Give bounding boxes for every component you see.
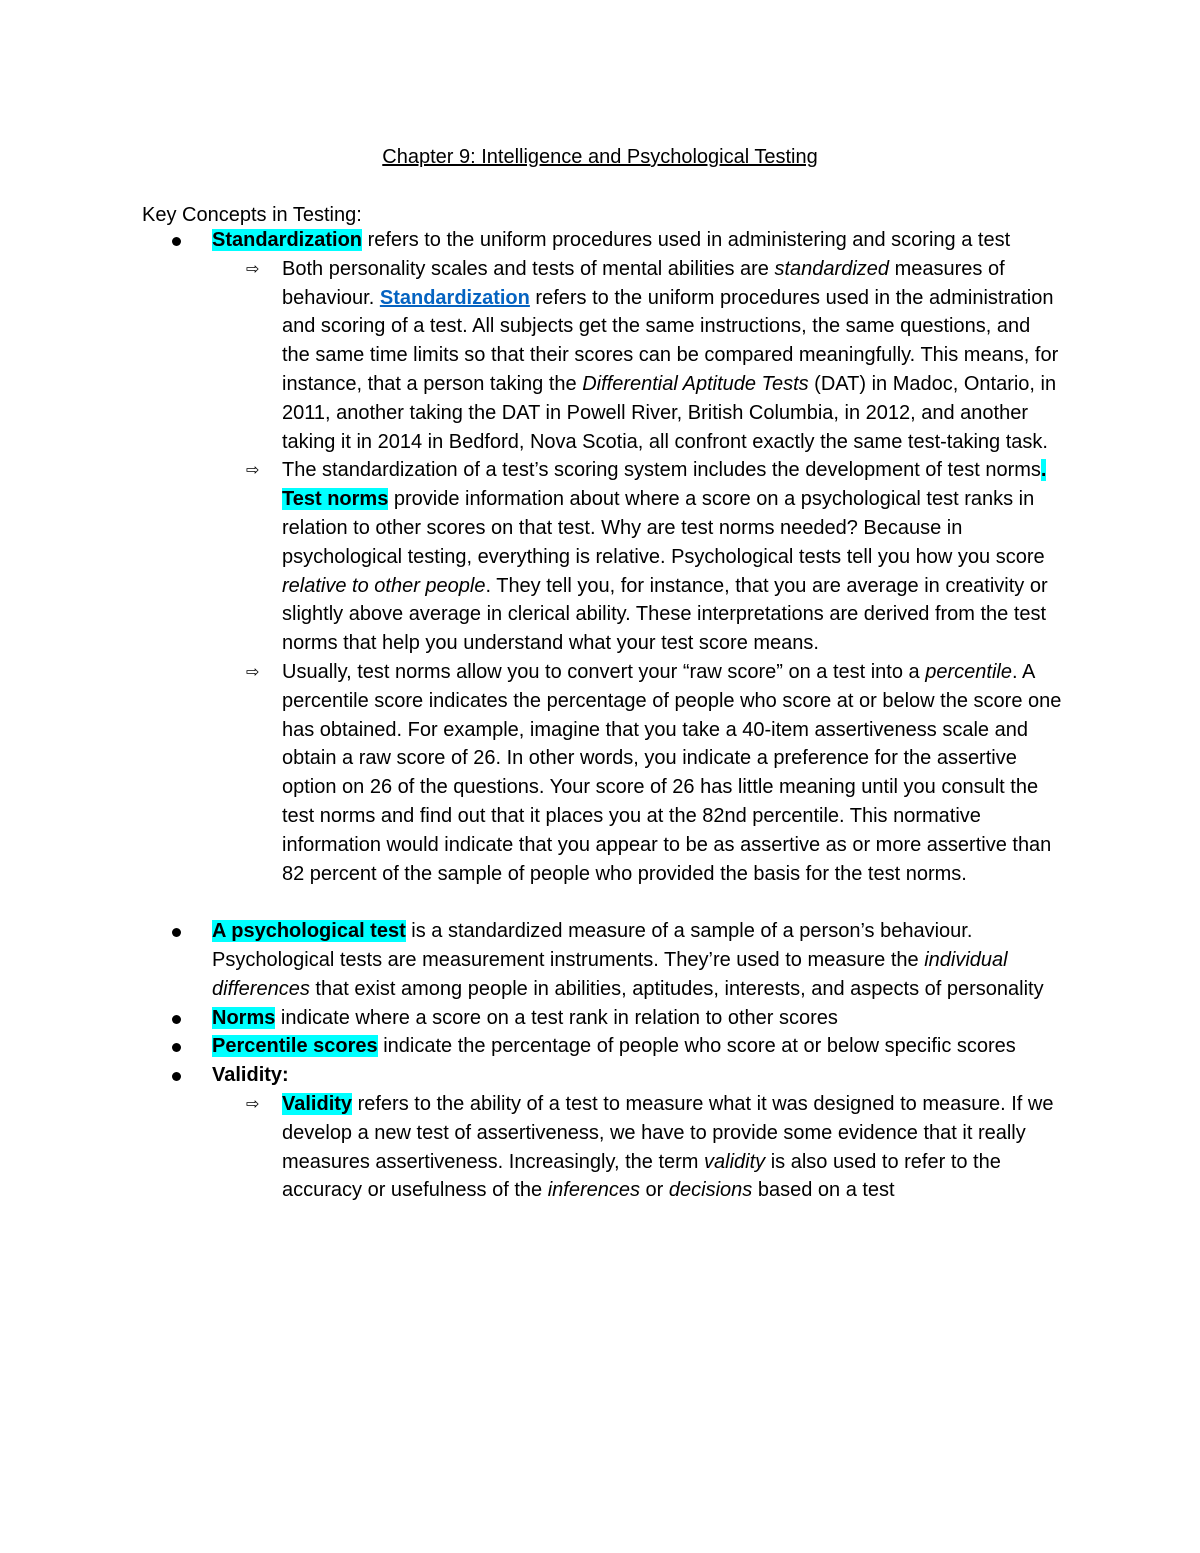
- list-item-percentile-scores: [142, 1032, 1062, 1061]
- highlight-term-test-norms: . Test norms: [282, 459, 1047, 511]
- bullet-icon: [172, 1072, 181, 1081]
- italic-text: validity: [704, 1150, 766, 1173]
- arrow-icon: ⇨: [246, 1093, 260, 1113]
- text: is also used to refer to the accuracy or usefulness of the: [282, 1150, 1001, 1202]
- italic-text: decisions: [668, 1179, 753, 1202]
- text: refers to the uniform procedures used in administering and scoring a test: [362, 229, 1011, 251]
- text: . They tell you, for instance, that you are average in creativity or slightly above average in clerical ability. These interpretations are derived from the test norms that help you understand what your test score means.: [282, 574, 1048, 655]
- text: or: [639, 1179, 669, 1202]
- text: indicate where a score on a test rank in relation to other scores: [275, 1006, 838, 1029]
- arrow-icon: ⇨: [246, 258, 260, 278]
- list-item-norms: [142, 1004, 1062, 1033]
- text: The standardization of a test’s scoring system includes the development of test norms: [282, 459, 1041, 482]
- highlight-term-norms: Norms: [212, 1006, 276, 1029]
- italic-text: individual differences: [212, 948, 1008, 1000]
- document-body: [142, 226, 1062, 1205]
- text: indicate the percentage of people who score at or below specific scores: [377, 1035, 1016, 1058]
- spacer: [212, 888, 1062, 917]
- list-item-psychological-test: [142, 917, 1062, 1003]
- text: Both personality scales and tests of mental abilities are: [282, 257, 775, 280]
- sub-item-standardized-measures: [212, 255, 1062, 457]
- sub-item-percentile: [212, 658, 1062, 888]
- text: refers to the uniform procedures used in the administration and scoring of a test. All subjects get the same instructions, the same questions, and the same time limits so that their scores can be compared meaningfully. This means, for instance, that a person taking the: [282, 286, 1059, 395]
- sub-item-test-norms: [212, 456, 1062, 658]
- bullet-icon: [172, 928, 181, 937]
- text: based on a test: [752, 1179, 895, 1202]
- sub-list-validity: [212, 1090, 1062, 1205]
- sub-item-validity: [212, 1090, 1062, 1205]
- validity-label: Validity:: [212, 1064, 289, 1087]
- text: that exist among people in abilities, aptitudes, interests, and aspects of personality: [309, 977, 1044, 1000]
- text: Usually, test norms allow you to convert your “raw score” on a test into a: [282, 660, 926, 683]
- highlight-term-psychological-test: A psychological test: [212, 920, 406, 943]
- list-item-standardization: [142, 226, 1062, 917]
- text: provide information about where a score on a psychological test ranks in relation to other scores on that test. Why are test norms needed? Because in psychological testing, everything is relative. Psychological tests tell you how you score: [282, 488, 1045, 568]
- text: (DAT) in Madoc, Ontario, in 2011, another taking the DAT in Powell River, British Columbia, in 2012, and another taking it in 2014 in Bedford, Nova Scotia, all confront exactly the same test-taking task.: [282, 372, 1057, 453]
- bullet-icon: [172, 1015, 181, 1024]
- highlight-term-percentile-scores: Percentile scores: [212, 1035, 378, 1058]
- list-item-validity: [142, 1061, 1062, 1205]
- standardization-link[interactable]: Standardization: [379, 286, 530, 309]
- italic-text: inferences: [547, 1179, 640, 1202]
- italic-text: standardized: [774, 257, 890, 280]
- highlight-term-standardization: Standardization: [212, 229, 363, 251]
- page-title: Chapter 9: Intelligence and Psychological Testing: [382, 146, 818, 168]
- arrow-icon: ⇨: [246, 661, 260, 681]
- italic-text: percentile: [925, 660, 1012, 683]
- italic-text: relative to other people: [282, 574, 486, 597]
- text: measures of behaviour.: [282, 257, 1005, 309]
- section-heading: Key Concepts in Testing:: [142, 204, 362, 226]
- bullet-icon: [172, 237, 181, 246]
- bullet-icon: [172, 1043, 181, 1052]
- sub-list-standardization: [212, 255, 1062, 889]
- arrow-icon: ⇨: [246, 460, 260, 480]
- text: is a standardized measure of a sample of a person’s behaviour. Psychological tests are measurement instruments. They’re used to measure the: [212, 920, 973, 971]
- italic-text: Differential Aptitude Tests: [582, 372, 809, 395]
- highlight-term-validity: Validity: [282, 1092, 353, 1115]
- text: . A percentile score indicates the percentage of people who score at or below the score one has obtained. For example, imagine that you take a 40-item assertiveness scale and obtain a raw score of 26. In other words, you indicate a preference for the assertive option on 26 of the questions. Your score of 26 has little meaning until you consult the test norms and find out that it places you at the 82nd percentile. This normative information would indicate that you appear to be as assertive as or more assertive than 82 percent of the sample of people who provided the basis for the test norms.: [282, 660, 1062, 885]
- key-concepts-list: [142, 226, 1062, 1205]
- text: refers to the ability of a test to measure what it was designed to measure. If we develop a new test of assertiveness, we have to provide some evidence that it really measures assertiveness. Increasingly, the term: [282, 1092, 1054, 1173]
